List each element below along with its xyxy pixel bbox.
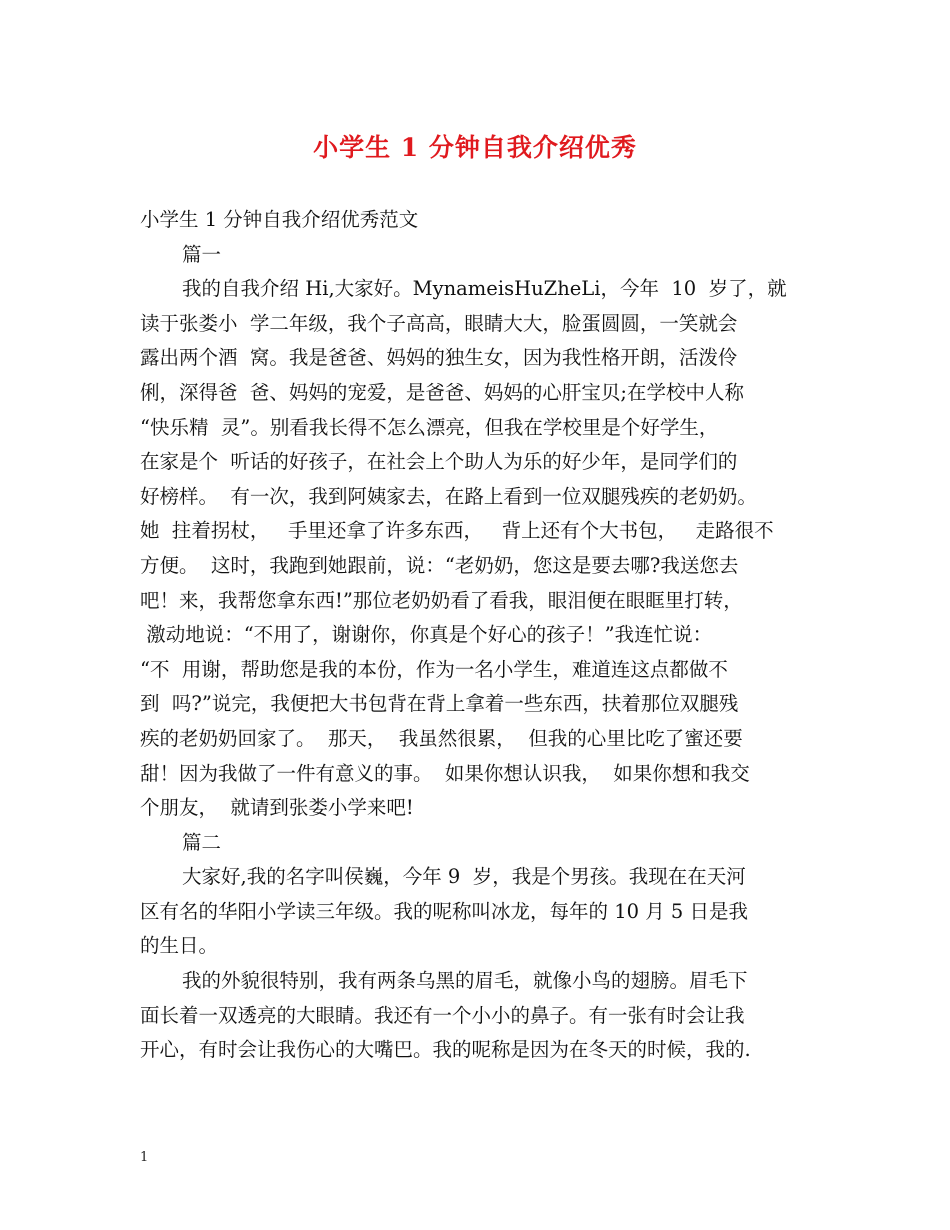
text-line: 疾的老奶奶回家了。 那天， 我虽然很累， 但我的心里比吃了蜜还要 xyxy=(140,726,743,750)
text-line: 她 拄着拐杖， 手里还拿了许多东西， 背上还有个大书包， 走路很不 xyxy=(140,519,774,543)
text-line: 激动地说：“不用了，谢谢你，你真是个好心的孩子！”我连忙说： xyxy=(140,623,713,647)
text-line: 俐，深得爸 爸、妈妈的宠爱，是爸爸、妈妈的心肝宝贝;在学校中人称 xyxy=(140,380,744,404)
document-subtitle: 小学生 1 分钟自我介绍优秀范文 xyxy=(140,208,419,231)
text-line: 在家是个 听话的好孩子，在社会上个助人为乐的好少年，是同学们的 xyxy=(140,450,738,474)
text-line: 到 吗?”说完，我便把大书包背在背上拿着一些东西，扶着那位双腿残 xyxy=(140,692,739,716)
text-line: 方便。 这时，我跑到她跟前，说：“老奶奶，您这是要去哪?我送您去 xyxy=(140,553,739,577)
text-line: 露出两个酒 窝。我是爸爸、妈妈的独生女，因为我性格开朗，活泼伶 xyxy=(140,346,738,370)
document-body xyxy=(140,203,828,1068)
text-line: 大家好,我的名字叫侯巍，今年 9 岁，我是个男孩。我现在在天河 xyxy=(182,865,746,889)
page-number: 1 xyxy=(140,1150,149,1165)
text-line: 个朋友， 就请到张娄小学来吧! xyxy=(140,796,414,820)
text-line: 我的外貌很特别，我有两条乌黑的眉毛，就像小鸟的翅膀。眉毛下 xyxy=(182,969,748,993)
text-line: 吧！来，我帮您拿东西!”那位老奶奶看了看我，眼泪便在眼眶里打转， xyxy=(140,588,743,612)
text-line: 开心，有时会让我伤心的大嘴巴。我的呢称是因为在冬天的时候，我的. xyxy=(140,1038,751,1062)
section-heading-2: 篇二 xyxy=(182,830,222,854)
text-line: 读于张娄小 学二年级，我个子高高，眼睛大大，脸蛋圆圆，一笑就会 xyxy=(140,311,738,335)
text-line: 的生日。 xyxy=(140,934,219,958)
document-title: 小学生 1 分钟自我介绍优秀 xyxy=(313,133,637,162)
text-line: 面长着一双透亮的大眼睛。我还有一个小小的鼻子。有一张有时会让我 xyxy=(140,1003,745,1027)
text-line: 好榜样。 有一次，我到阿姨家去，在路上看到一位双腿残疾的老奶奶。 xyxy=(140,484,757,508)
text-line: “快乐精 灵”。别看我长得不怎么漂亮，但我在学校里是个好学生， xyxy=(140,415,719,439)
text-line: 甜！因为我做了一件有意义的事。 如果你想认识我， 如果你想和我交 xyxy=(140,761,750,785)
text-line: 区有名的华阳小学读三年级。我的呢称叫冰龙，每年的 10 月 5 日是我 xyxy=(140,899,749,923)
section-heading-1: 篇一 xyxy=(182,242,222,266)
text-line: “不 用谢，帮助您是我的本份，作为一名小学生，难道连这点都做不 xyxy=(140,657,728,681)
text-line: 我的自我介绍 Hi,大家好。MynameisHuZheLi，今年 10 岁了，就 xyxy=(182,277,787,301)
